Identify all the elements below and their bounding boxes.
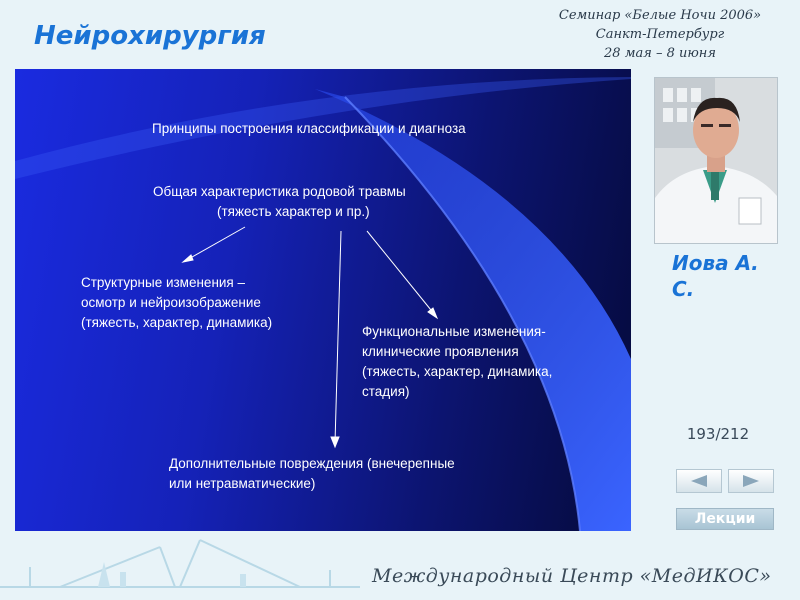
functional-line: клинические проявления <box>362 344 519 359</box>
next-button[interactable] <box>728 469 774 493</box>
bridge-illustration <box>0 532 360 600</box>
triangle-right-icon <box>739 474 763 488</box>
structural-line: (тяжесть, характер, динамика) <box>81 315 273 330</box>
general-characteristics <box>153 182 406 222</box>
page-counter: 193/212 <box>686 425 750 443</box>
structural-line: осмотр и нейроизображение <box>81 295 261 310</box>
page-title: Нейрохирургия <box>34 21 266 51</box>
seminar-line: Санкт-Петербург <box>595 27 725 42</box>
structural-line: Структурные изменения – <box>81 275 246 290</box>
seminar-line: 28 мая – 8 июня <box>604 46 716 61</box>
seminar-line: Семинар «Белые Ночи 2006» <box>558 8 762 23</box>
additional-line: или нетравматические) <box>169 476 316 491</box>
slide-image <box>15 69 631 531</box>
portrait-image <box>655 78 777 243</box>
footer-text: Международный Центр «МедИКОС» <box>372 565 772 587</box>
author-name: Иова А. С. <box>672 251 759 301</box>
functional-line: стадия) <box>362 384 410 399</box>
additional-line: Дополнительные повреждения (внечерепные <box>169 456 455 471</box>
triangle-left-icon <box>687 474 711 488</box>
structural-changes <box>81 273 272 333</box>
functional-line: Функциональные изменения- <box>362 324 546 339</box>
general-line: (тяжесть характер и пр.) <box>217 204 370 219</box>
functional-line: (тяжесть, характер, динамика, <box>362 364 553 379</box>
additional-injuries <box>169 454 455 494</box>
prev-button[interactable] <box>676 469 722 493</box>
author-photo <box>654 77 778 244</box>
general-line: Общая характеристика родовой травмы <box>153 184 406 199</box>
lectures-button[interactable]: Лекции <box>676 508 774 530</box>
seminar-info <box>540 6 780 63</box>
principles-text: Принципы построения классификации и диагноза <box>152 121 466 136</box>
functional-changes <box>362 322 552 402</box>
